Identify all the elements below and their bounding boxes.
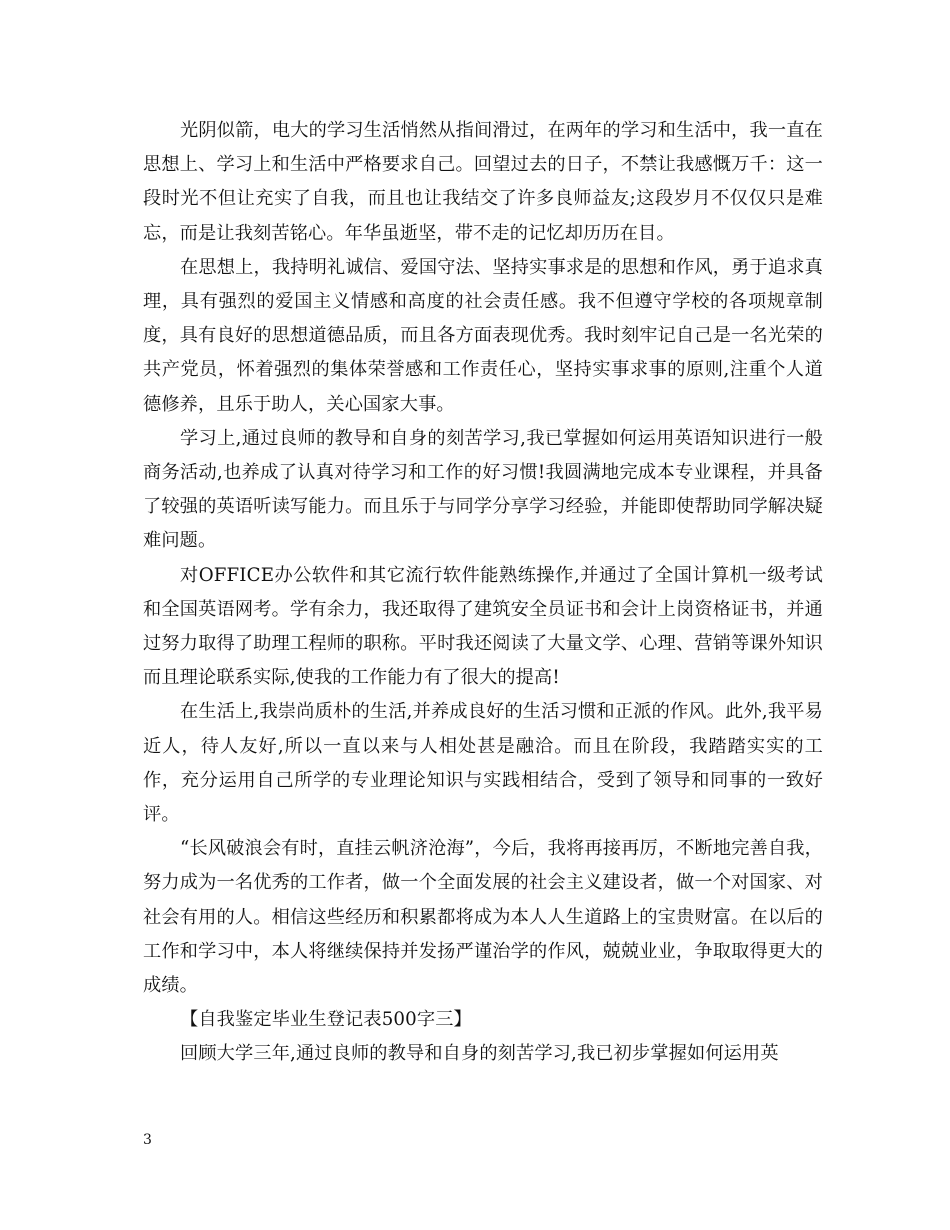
page-number: 3: [143, 1132, 152, 1148]
paragraph-continued: 回顾大学三年,通过良师的教导和自身的刻苦学习,我已初步掌握如何运用英: [180, 1043, 779, 1065]
paragraph-future: “长风破浪会有时，直挂云帆济沧海”，今后，我将再接再厉，不断地完善自我，努力成为一名优秀的工作者，做一个全面发展的社会主义建设者，做一个对国家、对社会有用的人。相信这些经历和积累都将成为本人人生道路上的宝贵财富。在以后的工作和学习中，本人将继续保持并发扬严谨治学的作风，兢兢业业，争取取得更大的成绩。: [143, 838, 823, 997]
paragraph-study: 学习上,通过良师的教导和自身的刻苦学习,我已掌握如何运用英语知识进行一般商务活动,也养成了认真对待学习和工作的好习惯!我圆满地完成本专业课程，并具备了较强的英语听读写能力。而且乐于与同学分享学习经验，并能即使帮助同学解决疑难问题。: [143, 427, 823, 552]
paragraph-skills: 对OFFICE办公软件和其它流行软件能熟练操作,并通过了全国计算机一级考试和全国英语网考。学有余力，我还取得了建筑安全员证书和会计上岗资格证书，并通过努力取得了助理工程师的职称。平时我还阅读了大量文学、心理、营销等课外知识而且理论联系实际,使我的工作能力有了很大的提高!: [143, 564, 823, 689]
paragraph-ideology: 在思想上，我持明礼诚信、爱国守法、坚持实事求是的思想和作风，勇于追求真理，具有强烈的爱国主义情感和高度的社会责任感。我不但遵守学校的各项规章制度，具有良好的思想道德品质，而且各方面表现优秀。我时刻牢记自己是一名光荣的共产党员，怀着强烈的集体荣誉感和工作责任心，坚持实事求事的原则,注重个人道德修养，且乐于助人，关心国家大事。: [143, 256, 823, 415]
paragraph-reflection: 光阴似箭，电大的学习生活悄然从指间滑过，在两年的学习和生活中，我一直在思想上、学习上和生活中严格要求自己。回望过去的日子，不禁让我感慨万千：这一段时光不但让充实了自我，而且也让我结交了许多良师益友;这段岁月不仅仅只是难忘，而是让我刻苦铭心。年华虽逝坚，带不走的记忆却历历在目。: [143, 120, 823, 244]
paragraph-life: 在生活上,我崇尚质朴的生活,并养成良好的生活习惯和正派的作风。此外,我平易近人，待人友好,所以一直以来与人相处甚是融洽。而且在阶段，我踏踏实实的工作，充分运用自己所学的专业理论知识与实践相结合，受到了领导和同事的一致好评。: [143, 701, 823, 826]
section-heading: 【自我鉴定毕业生登记表500字三】: [180, 1009, 472, 1031]
document-body: [143, 114, 823, 1072]
